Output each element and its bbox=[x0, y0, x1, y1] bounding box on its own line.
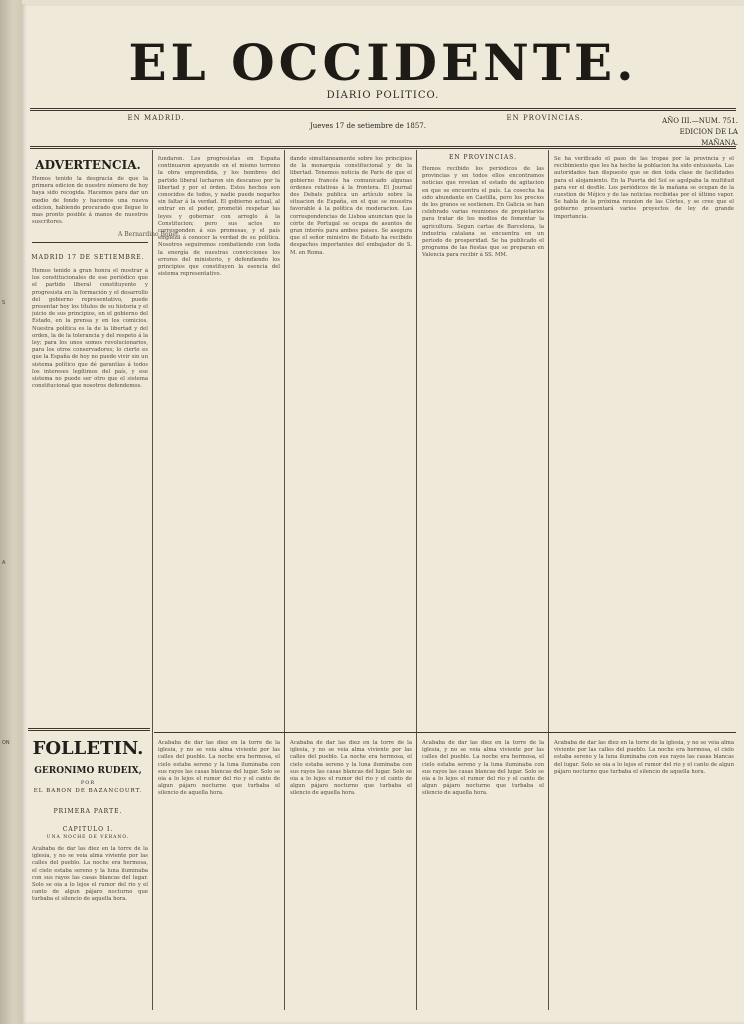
column-2-body: fundaron. Los progresistas en España continuaron apoyando en el mismo terreno la obra emprendida, y los hombres del partido liberal lucharon sin descanso por la libertad y por el órden. Estos hechos son conocidos de todos, y nadie puede negarlos sin faltar á la verdad. El gobierno actual, al entrar en el poder, prometió respetar las leyes y gobernar con arreglo á la Constitucion; pero sus actos no corresponden á sus promesas, y el país empieza á conocer la verdad de su política. Nosotros seguiremos combatiendo con toda la energía de nuestras convicciones los errores del ministerio, y defendiendo los principios que constituyen la esencia del sistema representativo. bbox=[158, 156, 280, 278]
folletin-text: Acababa de dar las diez en la torre de la iglesia, y no se veia alma viviente por las calles del pueblo. La noche era hermosa, el cielo estaba sereno y la luna iluminaba con sus rayos las casas blancas del lugar. Solo se oia a lo lejos el rumor del rio y el canto de algun pájaro nocturno que turbaba el silencio de aquella hora. bbox=[32, 846, 148, 903]
header-madrid bbox=[32, 114, 280, 122]
folletin-chapter: CAPITULO I. bbox=[62, 826, 114, 833]
folletin-title: FOLLETIN. bbox=[32, 738, 144, 759]
folletin-continuation-3: Acababa de dar las diez en la torre de la iglesia, y no se veia alma viviente por las calles del pueblo. La noche era hermosa, el cielo estaba sereno y la luna iluminaba con sus rayos las casas blancas del lugar. Solo se oia a lo lejos el rumor del rio y el canto de algun pájaro nocturno que turbaba el silencio de aquella hora. bbox=[422, 740, 544, 797]
folletin-work-title: GERONIMO RUDEIX, bbox=[34, 766, 142, 776]
binding-gutter bbox=[0, 0, 22, 1024]
folletin-part: PRIMERA PARTE. bbox=[53, 808, 123, 815]
column-rule bbox=[32, 242, 148, 243]
dedication: A Bernardino Bonet. bbox=[118, 231, 181, 238]
folletin-continuation-2: Acababa de dar las diez en la torre de la iglesia, y no se veia alma viviente por las calles del pueblo. La noche era hermosa, el cielo estaba sereno y la luna iluminaba con sus rayos las casas blancas del lugar. Solo se oia a lo lejos el rumor del rio y el canto de algun pájaro nocturno que turbaba el silencio de aquella hora. bbox=[290, 740, 412, 797]
masthead-subtitle: DIARIO POLITICO. bbox=[326, 90, 440, 101]
provincias-heading: EN PROVINCIAS. bbox=[506, 114, 584, 122]
provincias-section-heading: EN PROVINCIAS. bbox=[449, 154, 517, 161]
issue-number: AÑO III.—NUM. 751. bbox=[662, 117, 738, 125]
header-rule bbox=[30, 108, 736, 111]
column-divider bbox=[152, 150, 153, 1010]
folletin-continuation-1: Acababa de dar las diez en la torre de la iglesia, y no se veia alma viviente por las calles del pueblo. La noche era hermosa, el cielo estaba sereno y la luna iluminaba con sus rayos las casas blancas del lugar. Solo se oia a lo lejos el rumor del rio y el canto de algun pájaro nocturno que turbaba el silencio de aquella hora. bbox=[158, 740, 280, 797]
madrid-dateline: MADRID 17 DE SETIEMBRE. bbox=[31, 254, 145, 261]
column-4-body: Hemos recibido los periódicos de las provincias y en todos ellos encontramos noticias que revelan el estado de agitacion en que se encuentra el país. La cosecha ha sido abundante en Castilla, pero los precios de los granos se sostienen. En Galicia se han celebrado varias reuniones de propietarios para tratar de los medios de fomentar la agricultura. Segun cartas de Barcelona, la industria catalana se encuentra en un periodo de prosperidad. Se ha publicado el programa de las fiestas que se preparan en Valencia para recibir á SS. MM. bbox=[422, 166, 544, 259]
folletin-chapter-sub: UNA NOCHE DE VERANO. bbox=[46, 835, 130, 840]
advertencia-text: Hemos tenido la desgracia de que la primera edicion de nuestro número de hoy haya sido recogida. Hacemos para dar un medio de fondo y hacemos una nueva edicion, habiendo procurado que llegue lo mas pronto posible á manos de nuestros suscritores. bbox=[32, 176, 148, 226]
column-divider bbox=[284, 150, 285, 1010]
column-5-body: Se ha verificado el paso de las tropas por la provincia y el recibimiento que les ha hecho la poblacion ha sido entusiasta. Las autoridades han dispuesto que se den toda clase de facilidades para el alojamiento. En la Puerta del Sol se agolpaba la multitud para ver el desfile. Los periódicos de la mañana se ocupan de la cuestion de Méjico y de las noticias recibidas por el último vapor. Se habla de la próxima reunion de las Córtes, y se cree que el gobierno presentará varios proyectos de ley de grande importancia. bbox=[554, 156, 734, 220]
gutter-text: S bbox=[2, 300, 6, 306]
masthead-title: EL OCCIDENTE. bbox=[128, 33, 638, 92]
header-date: Jueves 17 de setiembre de 1857. bbox=[309, 122, 426, 130]
folletin-por: POR bbox=[80, 780, 96, 786]
folletin-rule bbox=[28, 728, 150, 731]
column-divider bbox=[548, 150, 549, 1010]
madrid-heading: EN MADRID. bbox=[127, 114, 185, 122]
newspaper-page bbox=[22, 4, 744, 1024]
advertencia-title: ADVERTENCIA. bbox=[35, 158, 141, 172]
gutter-text: A bbox=[2, 560, 6, 566]
header-rule-bottom bbox=[30, 146, 736, 149]
edition-label: EDICION DE LA MAÑANA. bbox=[679, 128, 738, 147]
header-edition bbox=[642, 116, 738, 149]
folletin-continuation-4: Acababa de dar las diez en la torre de la iglesia, y no se veia alma viviente por las calles del pueblo. La noche era hermosa, el cielo estaba sereno y la luna iluminaba con sus rayos las casas blancas del lugar. Solo se oia a lo lejos el rumor del rio y el canto de algun pájaro nocturno que turbaba el silencio de aquella hora. bbox=[554, 740, 734, 775]
gutter-text: ON bbox=[2, 740, 10, 746]
folletin-band-rule bbox=[154, 732, 736, 733]
column-3-body: dando simultáneamente sobre los principios de la monarquía constitucional y de la libertad. Tenemos noticia de Paris de que el gobierno francés ha comunicado algunas órdenes relativas á la frontera. El Journal des Debats publica un artículo sobre la situacion de España, en el que se muestra favorable á la política de moderacion. Las correspondencias de Lisboa anuncian que la córte de Portugal se ocupa de asuntos de gran interés para ambos paises. Se asegura que el señor ministro de Estado ha recibido despachos importantes del embajador de S. M. en Roma. bbox=[290, 156, 412, 256]
column-divider bbox=[416, 150, 417, 1010]
header-provincias bbox=[462, 114, 628, 122]
folletin-author: EL BARON DE BAZANCOURT. bbox=[33, 788, 143, 794]
left-article-body: Hemos tenido á gran honra el mostrar á los constitucionales de ese periódico que el partido liberal constituyente y progresista en la formación y el desarrollo del gobierno representativo, puede presentar hoy los títulos de su historia y el juicio de sus principios, en el gobierno del Estado, en la prensa y en los comicios. Nuestra política es la de la libertad y del orden, la de la tolerancia y del respeto á la ley; para los unos somos revolucionarios, para los otros conservadores; lo cierto es que la España de hoy no puede vivir sin un sistema político que dé garantías á todos los intereses legítimos del país, y ese sistema no puede ser otro que el sistema constitucional que nosotros defendemos. bbox=[32, 268, 148, 390]
